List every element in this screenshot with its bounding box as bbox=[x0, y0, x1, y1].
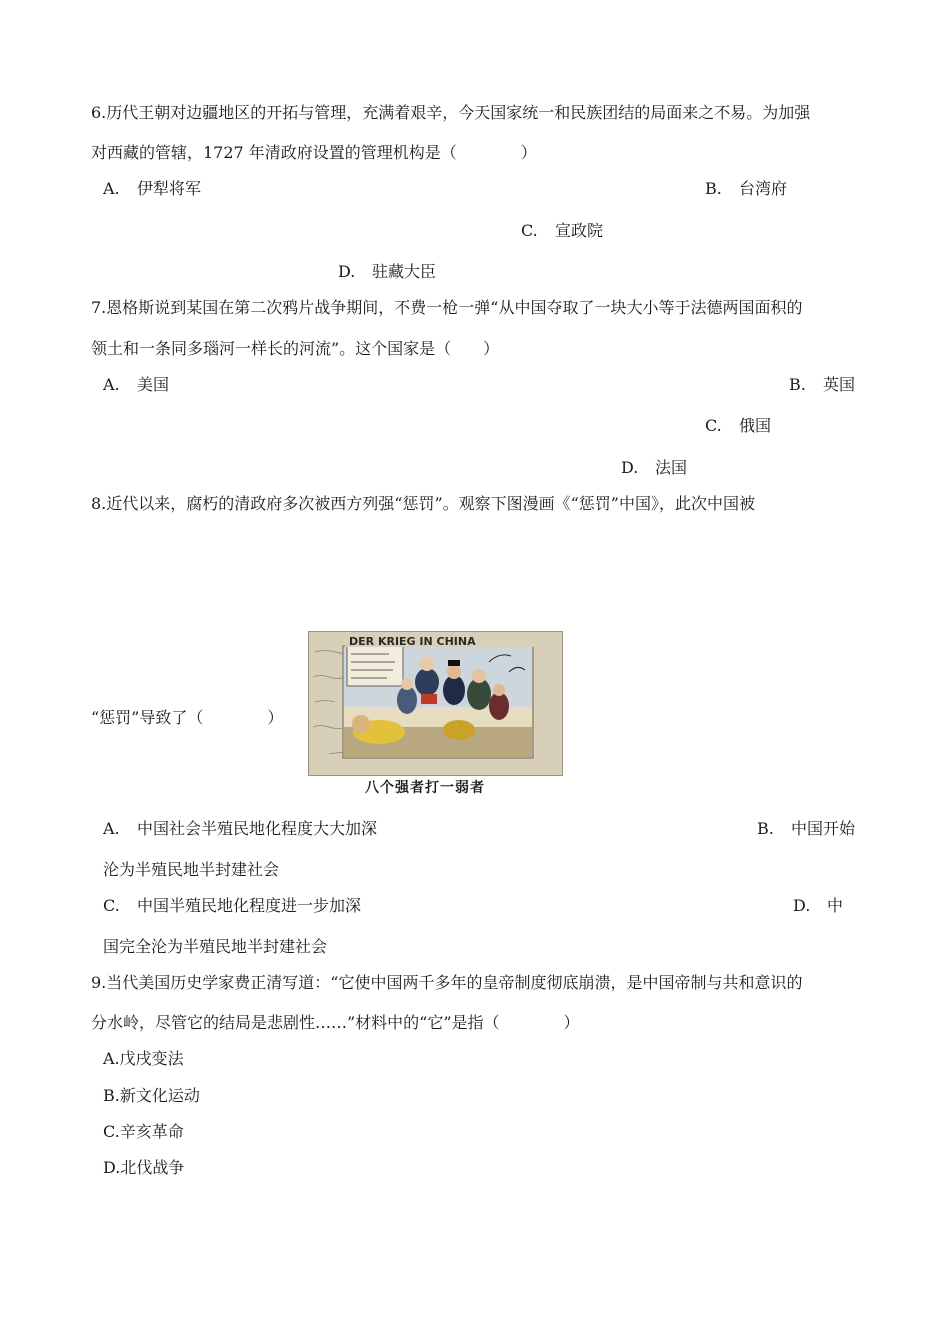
q6-stem-line2: 对西藏的管辖，1727 年清政府设置的管理机构是（ ） bbox=[91, 143, 537, 162]
q7-option-b[interactable] bbox=[789, 375, 855, 395]
q8-option-d-wrap: 国完全沦为半殖民地半封建社会 bbox=[103, 937, 328, 956]
option-text: 驻藏大臣 bbox=[372, 262, 437, 281]
cartoon-caption: 八个强者打一弱者 bbox=[365, 780, 485, 796]
q9-option-c[interactable]: C.辛亥革命 bbox=[103, 1122, 184, 1141]
option-text: 中 bbox=[827, 896, 844, 915]
q6-option-c[interactable] bbox=[521, 221, 603, 241]
q9-option-d[interactable]: D.北伐战争 bbox=[103, 1158, 185, 1177]
option-text: 台湾府 bbox=[739, 179, 788, 198]
option-label: B. bbox=[789, 375, 806, 394]
option-label: A. bbox=[103, 819, 120, 838]
option-label: A. bbox=[103, 179, 120, 198]
q6-stem-line1: 6.历代王朝对边疆地区的开拓与管理，充满着艰辛，今天国家统一和民族团结的局面来之不易。为加强 bbox=[91, 103, 811, 122]
q7-option-d[interactable] bbox=[621, 458, 687, 478]
cartoon-image bbox=[308, 631, 563, 776]
q8-option-c[interactable] bbox=[103, 896, 361, 916]
option-text: 中国半殖民地化程度进一步加深 bbox=[137, 896, 362, 915]
q7-stem-line1: 7.恩格斯说到某国在第二次鸦片战争期间，不费一枪一弹“从中国夺取了一块大小等于法德两国面积的 bbox=[91, 298, 803, 317]
q6-option-a[interactable] bbox=[103, 179, 201, 199]
q8-option-b-wrap: 沦为半殖民地半封建社会 bbox=[103, 860, 280, 879]
q8-stem-line1: 8.近代以来，腐朽的清政府多次被西方列强“惩罚”。观察下图漫画《“惩罚”中国》，此次中国被 bbox=[91, 494, 755, 513]
q9-option-b[interactable]: B.新文化运动 bbox=[103, 1086, 200, 1105]
q8-stem-line2: “惩罚”导致了（ ） bbox=[91, 708, 284, 727]
q6-option-b[interactable] bbox=[705, 179, 787, 199]
q7-option-a[interactable] bbox=[103, 375, 169, 395]
q8-option-d[interactable] bbox=[793, 896, 843, 916]
q7-option-c[interactable] bbox=[705, 416, 771, 436]
option-label: C. bbox=[705, 416, 722, 435]
option-text: 伊犁将军 bbox=[137, 179, 202, 198]
option-label: C. bbox=[521, 221, 538, 240]
option-label: B. bbox=[705, 179, 722, 198]
option-label: D. bbox=[338, 262, 356, 281]
option-label: D. bbox=[793, 896, 811, 915]
q8-option-b[interactable] bbox=[757, 819, 855, 839]
option-label: B. bbox=[757, 819, 774, 838]
option-text: 俄国 bbox=[739, 416, 772, 435]
cartoon-illustration bbox=[309, 632, 562, 775]
option-text: 美国 bbox=[137, 375, 170, 394]
q9-stem-line1: 9.当代美国历史学家费正清写道：“它使中国两千多年的皇帝制度彻底崩溃，是中国帝制与共和意识的 bbox=[91, 973, 803, 992]
q7-stem-line2: 领土和一条同多瑙河一样长的河流”。这个国家是（ ） bbox=[91, 339, 500, 358]
option-text: 宣政院 bbox=[555, 221, 604, 240]
option-label: A. bbox=[103, 375, 120, 394]
q9-stem-line2: 分水岭，尽管它的结局是悲剧性……”材料中的“它”是指（ ） bbox=[91, 1013, 580, 1032]
option-label: C. bbox=[103, 896, 120, 915]
option-text: 中国开始 bbox=[791, 819, 856, 838]
cartoon-title: DER KRIEG IN CHINA bbox=[349, 635, 476, 648]
q8-option-a[interactable] bbox=[103, 819, 377, 839]
option-text: 法国 bbox=[655, 458, 688, 477]
q9-option-a[interactable]: A.戊戌变法 bbox=[103, 1049, 184, 1068]
option-text: 中国社会半殖民地化程度大大加深 bbox=[137, 819, 378, 838]
option-label: D. bbox=[621, 458, 639, 477]
q6-option-d[interactable] bbox=[338, 262, 436, 282]
option-text: 英国 bbox=[823, 375, 856, 394]
